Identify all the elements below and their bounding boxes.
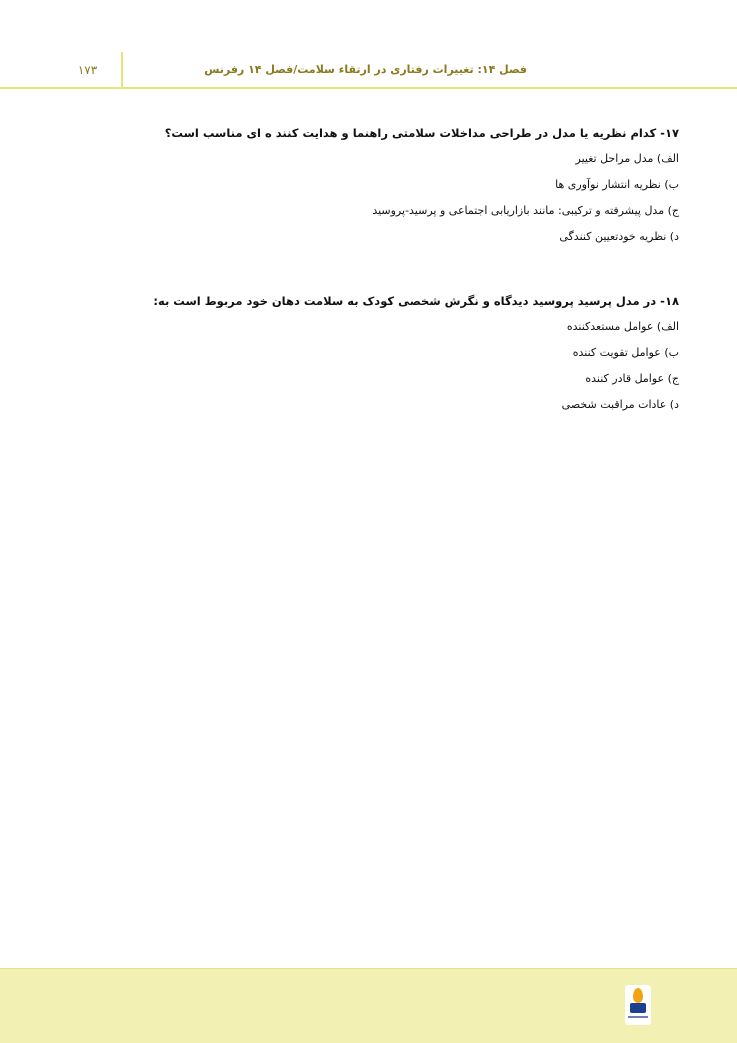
question-18: [119, 288, 679, 418]
running-title: فصل ۱۴: تغییرات رفتاری در ارتقاء سلامت/فصل ۱۴ رفرنس: [204, 63, 527, 76]
option-dal: د) عادات مراقبت شخصی: [561, 398, 679, 411]
question-stem: ۱۸- در مدل پرسید پروسید دیدگاه و نگرش شخصی کودک به سلامت دهان خود مربوط است به:: [153, 294, 679, 308]
option-alef: الف) عوامل مستعدکننده: [566, 320, 679, 333]
option-jim: ج) عوامل قادر کننده: [585, 372, 679, 385]
header-divider: [121, 52, 123, 88]
option-dal: د) نظریه خودتعیین کنندگی: [559, 230, 679, 243]
publisher-logo-icon: [625, 985, 651, 1025]
page-number: ۱۷۳: [77, 63, 98, 77]
option-be: ب) عوامل تقویت کننده: [572, 346, 679, 359]
option-alef: الف) مدل مراحل تغییر: [575, 152, 679, 165]
question-stem: ۱۷- کدام نظریه یا مدل در طراحی مداخلات سلامتی راهنما و هدایت کنند ه ای مناسب است؟: [164, 126, 679, 140]
question-17: [119, 120, 679, 250]
logo-drop-icon: [633, 988, 643, 1003]
option-be: ب) نظریه انتشار نوآوری ها: [555, 178, 679, 191]
question-list: [119, 120, 679, 456]
header-rule: [0, 87, 737, 89]
logo-line-icon: [628, 1016, 648, 1018]
page-header: [0, 0, 737, 90]
option-list: [119, 314, 679, 418]
logo-mark-icon: [630, 1003, 646, 1013]
option-jim: ج) مدل پیشرفته و ترکیبی: مانند بازاریابی اجتماعی و پرسید-پروسید: [372, 204, 679, 217]
option-list: [119, 146, 679, 250]
